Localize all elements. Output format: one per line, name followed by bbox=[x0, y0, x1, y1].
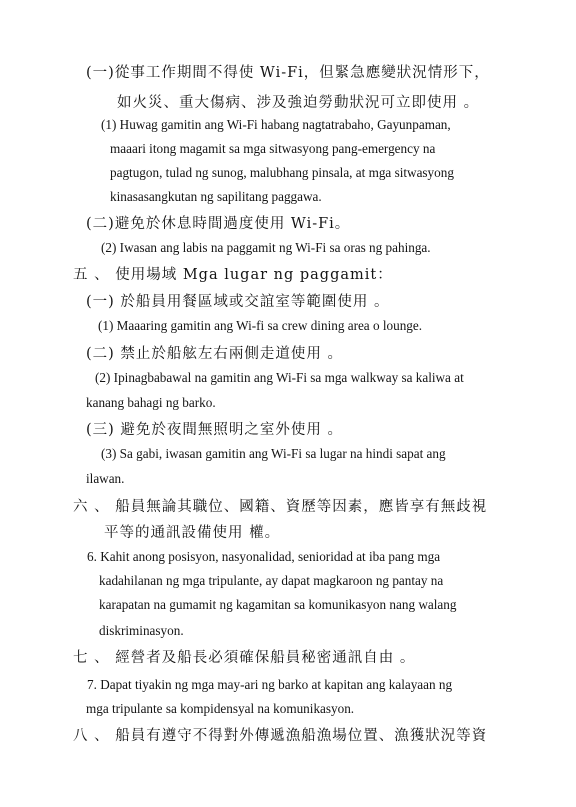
text-line: (二) 禁止於船舷左右兩側走道使用 。 bbox=[86, 346, 344, 362]
section-heading: 平等的通訊設備使用 權。 bbox=[104, 525, 281, 541]
text-line: (一)從事工作期間不得使 Wi-Fi，但緊急應變狀況情形下， bbox=[86, 65, 490, 81]
text-line: (1) Maaaring gamitin ang Wi-fi sa crew dining area o lounge. bbox=[98, 318, 423, 333]
text-line: (三) 避免於夜間無照明之室外使用 。 bbox=[86, 422, 344, 438]
text-line: diskriminasyon. bbox=[99, 623, 184, 638]
section-heading: 六 、 船員無論其職位、國籍、資歷等因素，應皆享有無歧視 bbox=[73, 499, 488, 515]
text-line: kadahilanan ng mga tripulante, ay dapat magkaroon ng pantay na bbox=[99, 573, 444, 588]
text-line: kinasasangkutan ng sapilitang paggawa. bbox=[110, 189, 322, 204]
text-line: pagtugon, tulad ng sunog, malubhang pinsala, at mga sitwasyong bbox=[110, 165, 454, 180]
text-line: 如火災、重大傷病、涉及強迫勞動狀況可立即使用 。 bbox=[117, 95, 480, 111]
text-line: karapatan na gumamit ng kagamitan sa komunikasyon nang walang bbox=[99, 597, 457, 612]
text-line: ilawan. bbox=[86, 471, 125, 486]
section-heading: 八 、 船員有遵守不得對外傳遞漁船漁場位置、漁獲狀況等資 bbox=[73, 728, 488, 744]
text-line: 6. Kahit anong posisyon, nasyonalidad, senioridad at iba pang mga bbox=[87, 549, 441, 564]
text-line: (3) Sa gabi, iwasan gamitin ang Wi-Fi sa lugar na hindi sapat ang bbox=[101, 446, 446, 461]
section-heading: 五 、 使用場域 Mga lugar ng paggamit： bbox=[73, 267, 393, 283]
text-line: (2) Ipinagbabawal na gamitin ang Wi-Fi sa mga walkway sa kaliwa at bbox=[95, 370, 464, 385]
text-line: (1) Huwag gamitin ang Wi-Fi habang nagtatrabaho, Gayunpaman, bbox=[101, 117, 451, 132]
text-line: kanang bahagi ng barko. bbox=[86, 395, 216, 410]
section-heading: 七 、 經營者及船長必須確保船員秘密通訊自由 。 bbox=[73, 650, 416, 666]
text-line: mga tripulante sa kompidensyal na komunikasyon. bbox=[86, 701, 355, 716]
text-line: (2) Iwasan ang labis na paggamit ng Wi-Fi sa oras ng pahinga. bbox=[101, 240, 431, 255]
text-line: maaari itong magamit sa mga sitwasyong pang-emergency na bbox=[110, 141, 436, 156]
text-line: 7. Dapat tiyakin ng mga may-ari ng barko at kapitan ang kalayaan ng bbox=[87, 677, 453, 692]
text-line: (一) 於船員用餐區域或交誼室等範圍使用 。 bbox=[86, 294, 390, 310]
text-line: (二)避免於休息時間過度使用 Wi-Fi。 bbox=[86, 216, 351, 232]
